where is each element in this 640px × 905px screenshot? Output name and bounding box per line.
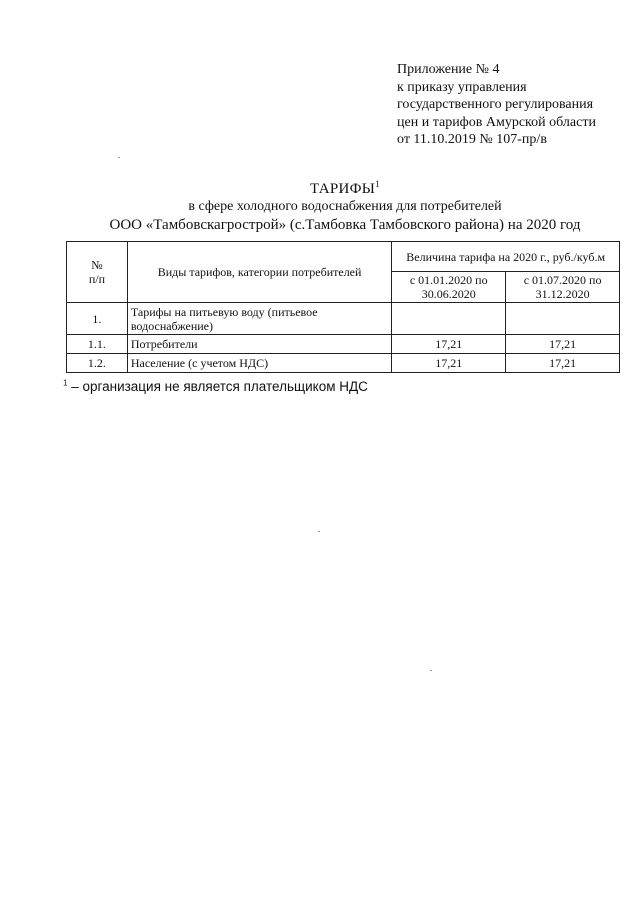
title-text: ТАРИФЫ <box>310 181 376 197</box>
document-title-block <box>60 180 630 234</box>
table-row <box>67 335 620 354</box>
title-footnote-mark: 1 <box>375 179 380 189</box>
row-value-1 <box>392 303 506 335</box>
appendix-line: государственного регулирования <box>397 97 594 112</box>
scan-speck <box>318 531 320 532</box>
header-period-2: с 01.07.2020 по 31.12.2020 <box>506 272 620 303</box>
appendix-line: к приказу управления <box>397 79 527 95</box>
table-header-row <box>67 242 620 272</box>
row-tariff-type: Население (с учетом НДС) <box>127 354 391 373</box>
row-value-2: 17,21 <box>506 335 620 354</box>
table-row <box>67 354 620 373</box>
row-value-1: 17,21 <box>392 354 506 373</box>
footnote-text: – организация не является плательщиком НДС <box>67 379 368 394</box>
row-tariff-type: Тарифы на питьевую воду (питьевое водоснабжение) <box>127 303 391 335</box>
row-value-2: 17,21 <box>506 354 620 373</box>
header-number-line: п/п <box>88 272 106 286</box>
row-number: 1.2. <box>67 354 128 373</box>
header-tariff-value: Величина тарифа на 2020 г., руб./куб.м <box>392 242 620 272</box>
appendix-line: от 11.10.2019 № 107-пр/в <box>397 132 547 147</box>
document-subtitle: в сфере холодного водоснабжения для потребителей <box>188 199 502 214</box>
appendix-line: цен и тарифов Амурской области <box>397 114 596 130</box>
row-number: 1.1. <box>67 335 128 354</box>
scan-speck <box>118 157 120 158</box>
footnote <box>63 379 368 395</box>
row-tariff-type: Потребители <box>127 335 391 354</box>
tariff-table <box>66 241 620 373</box>
row-value-2 <box>506 303 620 335</box>
scan-speck <box>430 670 432 671</box>
footnote-mark: 1 <box>63 378 68 388</box>
document-title <box>60 180 630 198</box>
header-period-1: с 01.01.2020 по 30.06.2020 <box>392 272 506 303</box>
row-value-1: 17,21 <box>392 335 506 354</box>
appendix-line: Приложение № 4 <box>397 62 500 77</box>
header-number-line: № <box>91 258 103 272</box>
table-row <box>67 303 620 335</box>
header-tariff-type: Виды тарифов, категории потребителей <box>127 242 391 303</box>
appendix-reference <box>397 61 596 149</box>
header-number <box>67 242 128 303</box>
document-subtitle-organization: ООО «Тамбовскагрострой» (с.Тамбовка Тамбовского района) на 2020 год <box>109 217 581 233</box>
row-number: 1. <box>67 303 128 335</box>
